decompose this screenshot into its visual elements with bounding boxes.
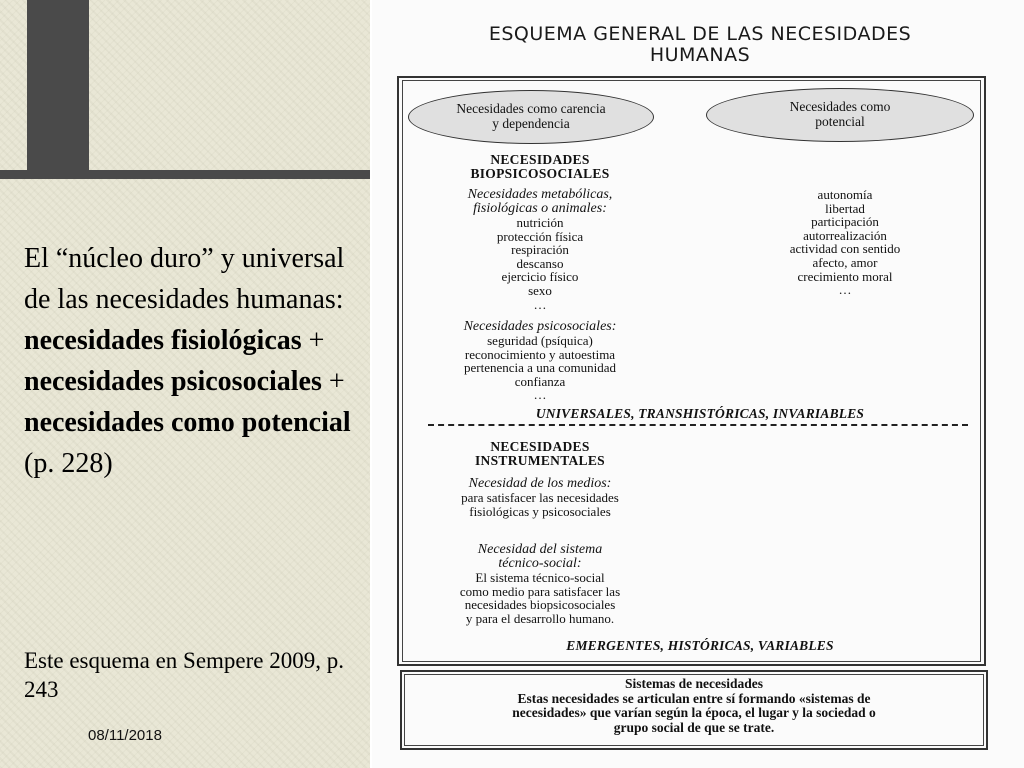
system-line: necesidades biopsicosociales — [464, 597, 616, 613]
psychosocial-item: reconocimiento y autoestima — [464, 346, 616, 362]
metabolic-item: nutrición — [516, 215, 564, 230]
system-line: El sistema técnico-social — [475, 570, 605, 585]
potential-item: afecto, amor — [812, 254, 878, 270]
instrumental-heading-line2: INSTRUMENTALES — [475, 453, 605, 468]
system-heading-line1: Necesidad del sistema — [477, 542, 603, 557]
slide-bold-3: necesidades como potencial — [24, 407, 351, 438]
potential-item: libertad — [825, 200, 865, 216]
metabolic-item: sexo — [528, 282, 552, 298]
systems-box-heading: Sistemas de necesidades — [625, 676, 763, 691]
emergentes-label: EMERGENTES, HISTÓRICAS, VARIABLES — [566, 638, 834, 653]
potential-item: … — [838, 282, 852, 298]
instrumental-heading-line1: NECESIDADES — [490, 439, 590, 454]
scheme-title — [415, 24, 985, 66]
scheme-title-line1: ESQUEMA GENERAL DE LAS NECESIDADES — [488, 23, 912, 45]
dashed-divider — [428, 424, 968, 426]
metabolic-item: … — [533, 296, 547, 312]
means-line: fisiológicas y psicosociales — [469, 503, 611, 519]
slide-bold-2: necesidades psicosociales — [24, 366, 322, 397]
universales-label: UNIVERSALES, TRANSHISTÓRICAS, INVARIABLES — [535, 406, 865, 421]
oval-potencial — [706, 88, 974, 142]
instrumental-heading — [420, 440, 660, 468]
systems-box-line: grupo social de que se trate. — [613, 719, 775, 735]
slide-intro: El “núcleo duro” y universal de las necesidades humanas: — [24, 243, 345, 315]
system-line: como medio para satisfacer las — [459, 583, 621, 599]
oval-left-line2: y dependencia — [492, 116, 570, 131]
metabolic-item: descanso — [516, 255, 564, 271]
decorative-horizontal-bar — [0, 170, 370, 179]
systems-box-line: necesidades» que varían según la época, el lugar y la sociedad o — [512, 705, 876, 720]
means-heading: Necesidad de los medios: — [468, 476, 612, 491]
oval-left-line1: Necesidades como carencia — [456, 101, 606, 116]
systems-box-text — [404, 677, 984, 735]
oval-right-line2: potencial — [815, 114, 865, 129]
biopsico-heading-line2: BIOPSICOSOCIALES — [470, 166, 610, 181]
psychosocial-item: seguridad (psíquica) — [487, 333, 593, 348]
potential-item: autonomía — [817, 187, 873, 202]
means-line: para satisfacer las necesidades — [461, 490, 619, 505]
metabolic-block — [420, 188, 660, 311]
system-line: y para el desarrollo humano. — [465, 610, 615, 626]
slide-plus-1: + — [301, 325, 325, 356]
potential-item: crecimiento moral — [797, 268, 893, 284]
scheme-title-line2: HUMANAS — [649, 44, 751, 66]
potential-item: actividad con sentido — [789, 241, 901, 257]
metabolic-item: protección física — [496, 228, 584, 244]
potential-item: participación — [811, 214, 879, 230]
potential-item: autorrealización — [803, 227, 887, 243]
slide-reference: Este esquema en Sempere 2009, p. 243 — [24, 648, 344, 702]
psychosocial-block — [420, 320, 660, 402]
metabolic-item: respiración — [511, 242, 569, 258]
slide-date: 08/11/2018 — [88, 727, 162, 744]
psychosocial-item: pertenencia a una comunidad — [464, 360, 616, 376]
psychosocial-item: … — [533, 387, 547, 403]
potential-list — [725, 188, 965, 297]
slide-plus-2: + — [321, 366, 345, 397]
slide-bold-1: necesidades fisiológicas — [24, 325, 302, 356]
system-block — [420, 543, 660, 625]
psychosocial-heading: Necesidades psicosociales: — [463, 319, 617, 334]
metabolic-heading-line2: fisiológicas o animales: — [473, 201, 607, 216]
biopsico-heading — [420, 153, 660, 181]
metabolic-heading-line1: Necesidades metabólicas, — [467, 187, 613, 202]
systems-box-line: Estas necesidades se articulan entre sí formando «sistemas de — [517, 690, 871, 706]
oval-right-line1: Necesidades como — [789, 99, 891, 114]
decorative-vertical-bar — [27, 0, 89, 176]
system-heading-line2: técnico-social: — [498, 556, 582, 571]
means-block — [420, 477, 660, 518]
slide-page-ref: (p. 228) — [24, 448, 113, 479]
biopsico-heading-line1: NECESIDADES — [490, 152, 590, 167]
oval-carencia — [408, 90, 654, 144]
slide-main-text — [24, 238, 354, 484]
psychosocial-item: confianza — [514, 373, 566, 389]
metabolic-item: ejercicio físico — [501, 269, 579, 285]
